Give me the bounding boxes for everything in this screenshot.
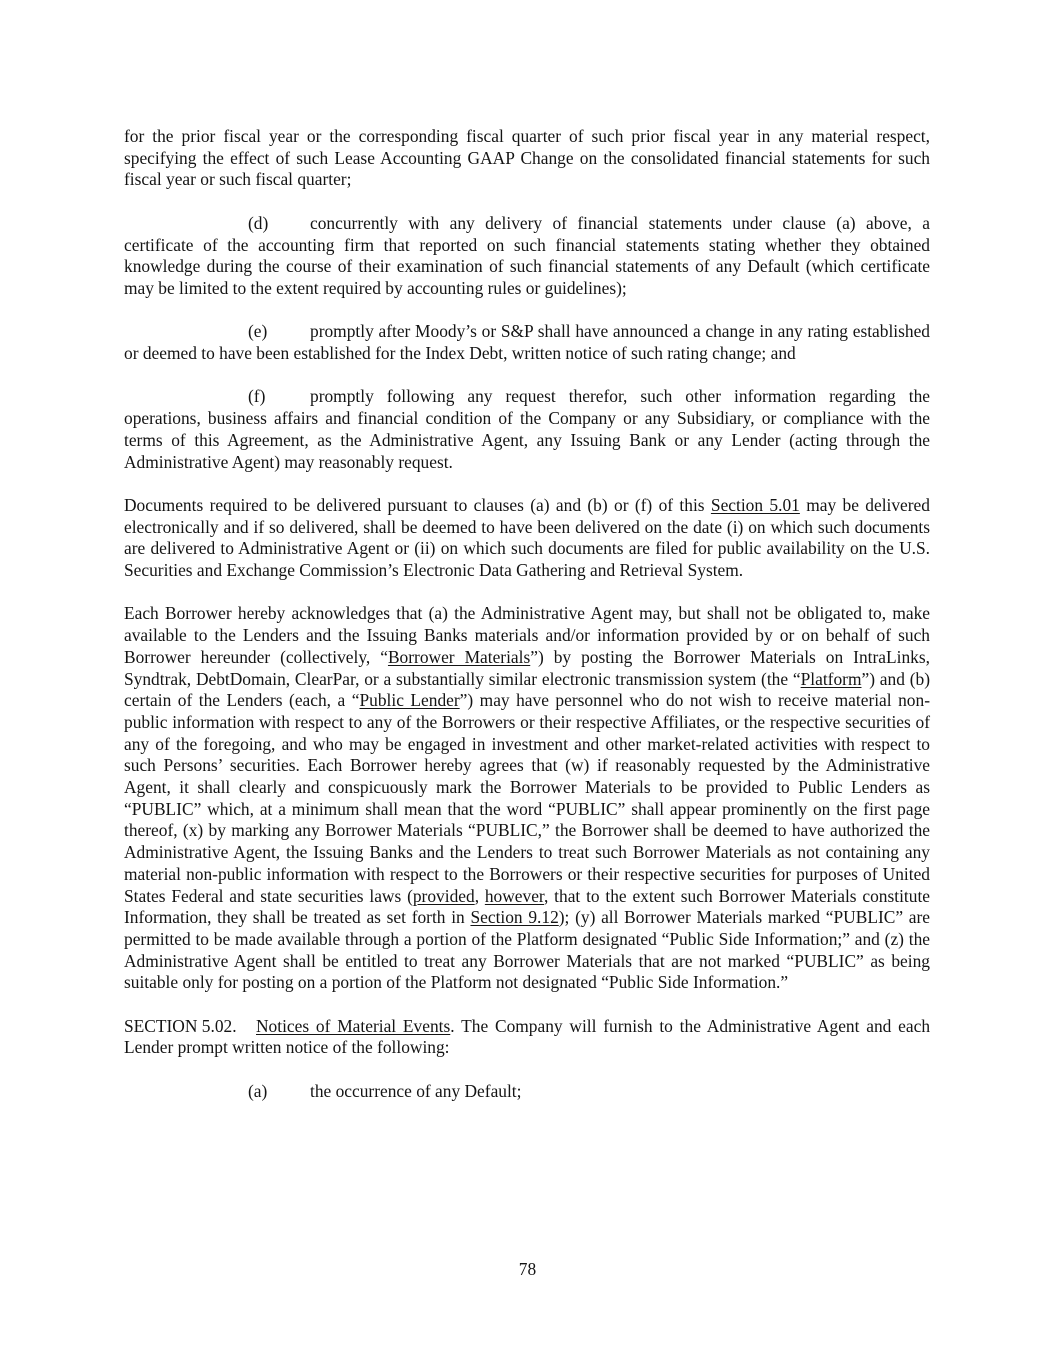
section-502-title: Notices of Material Events	[256, 1015, 451, 1036]
borrower-materials-paragraph	[124, 603, 930, 994]
intro-paragraph-tail: for the prior fiscal year or the corresponding fiscal quarter of such prior fiscal year in any material respect, specifying the effect of such Lease Accounting GAAP Change on the consolidated financial statements for such fiscal year or such fiscal quarter;	[124, 126, 930, 190]
however-term: however	[484, 885, 545, 906]
clause-f	[124, 386, 930, 473]
clause-e-text: promptly after Moody’s or S&P shall have announced a change in any rating established or deemed to have been established for the Index Debt, written notice of such rating change; and	[124, 321, 930, 363]
page-number: 78	[518, 1259, 537, 1279]
document-page	[124, 126, 930, 1103]
section-501-reference: Section 5.01	[710, 494, 800, 515]
clause-e-label: (e)	[248, 321, 268, 342]
borrower-text-5: ,	[474, 885, 485, 906]
platform-term: Platform	[800, 668, 862, 689]
borrower-text-4: ”) may have personnel who do not wish to receive material non-public information with respect to any of the Borrowers or their respective Affiliates, or the respective securities of any of the foregoing, and who may be engaged in investment and other market-related activities with respect to such Persons’ securities. Each Borrower hereby agrees that (w) if reasonably requested by the Administrative Agent, it shall clearly and conspicuously mark the Borrower Materials to be provided to Public Lenders as “PUBLIC” which, at a minimum shall mean that the word “PUBLIC” shall appear prominently on the first page thereof, (x) by marking any Borrower Materials “PUBLIC,” the Borrower shall be deemed to have authorized the Administrative Agent, the Issuing Banks and the Lenders to treat such Borrower Materials as not containing any material non-public information with respect to the Borrowers or their respective securities for purposes of United States Federal and state securities laws (	[124, 690, 930, 906]
documents-text-2: may be delivered electronically and if so delivered, shall be deemed to have been delivered on the date (i) on which such documents are delivered to Administrative Agent or (ii) on which such documents are filed for public availability on the U.S. Securities and Exchange Commission’s Electronic Data Gathering and Retrieval System.	[124, 494, 930, 580]
clause-d	[124, 213, 930, 300]
documents-paragraph	[124, 495, 930, 582]
public-lender-term: Public Lender	[359, 690, 460, 711]
documents-text-1: Documents required to be delivered pursuant to clauses (a) and (b) or (f) of this	[124, 494, 711, 515]
section-502-paragraph	[124, 1016, 930, 1059]
clause-a-text: the occurrence of any Default;	[310, 1080, 522, 1101]
clause-a	[124, 1081, 930, 1103]
clause-f-text: promptly following any request therefor, such other information regarding the operations, business affairs and financial condition of the Company or any Subsidiary, or compliance with the terms of this Agreement, as the Administrative Agent, any Issuing Bank or any Lender (acting through the Administrative Agent) may reasonably request.	[124, 386, 930, 472]
clause-d-label: (d)	[248, 212, 269, 233]
section-502-number: SECTION 5.02.	[124, 1015, 237, 1036]
provided-term: provided	[412, 885, 475, 906]
borrower-text-3: ”) and (b) certain of the Lenders (each, a “	[124, 668, 930, 711]
clause-a-label: (a)	[248, 1080, 268, 1101]
clause-e	[124, 321, 930, 364]
borrower-text-7: ); (y) all Borrower Materials marked “PUBLIC” are permitted to be made available through a portion of the Platform designated “Public Side Information;” and (z) the Administrative Agent shall be entitled to treat any Borrower Materials that are not marked “PUBLIC” as being suitable only for posting on a portion of the Platform not designated “Public Side Information.”	[124, 907, 930, 993]
section-912-reference: Section 9.12	[470, 907, 559, 928]
clause-d-text: concurrently with any delivery of financial statements under clause (a) above, a certificate of the accounting firm that reported on such financial statements stating whether they obtained knowledge during the course of their examination of such financial statements of any Default (which certificate may be limited to the extent required by accounting rules or guidelines);	[124, 212, 930, 298]
borrower-text-2: ”) by posting the Borrower Materials on IntraLinks, Syndtrak, DebtDomain, ClearPar, or a substantially similar electronic transmission system (the “	[124, 646, 930, 689]
clause-f-label: (f)	[248, 386, 266, 407]
borrower-text-1: Each Borrower hereby acknowledges that (a) the Administrative Agent may, but shall not be obligated to, make available to the Lenders and the Issuing Banks materials and/or information provided by or on behalf of such Borrower hereunder (collectively, “	[124, 603, 930, 667]
borrower-materials-term: Borrower Materials	[387, 646, 531, 667]
section-502-text: . The Company will furnish to the Administrative Agent and each Lender prompt written notice of the following:	[124, 1015, 931, 1058]
borrower-text-6: , that to the extent such Borrower Materials constitute Information, they shall be treated as set forth in	[124, 885, 930, 928]
